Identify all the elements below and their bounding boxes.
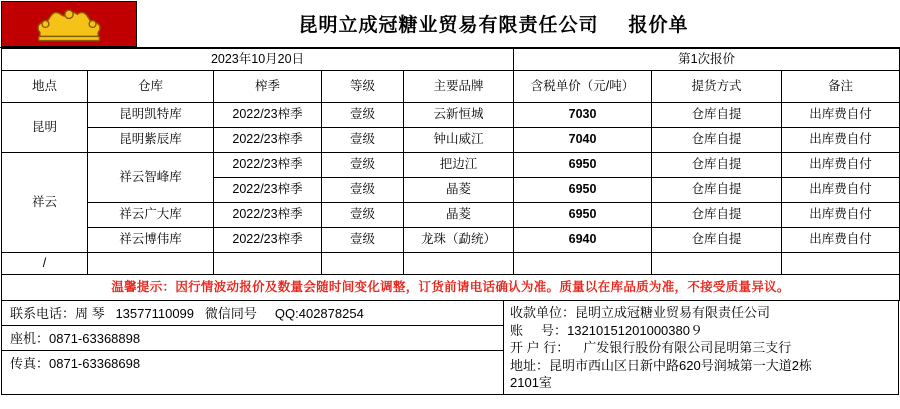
bank-payee: [510, 304, 892, 322]
cell-warehouse: 祥云广大库: [88, 203, 214, 228]
cell-delivery: 仓库自提: [652, 103, 782, 128]
cell-empty: [514, 253, 652, 275]
cell-price: 6940: [514, 228, 652, 253]
cell-grade: 壹级: [322, 203, 404, 228]
cell-season: 2022/23榨季: [214, 228, 322, 253]
cell-price: 7030: [514, 103, 652, 128]
cell-grade: 壹级: [322, 103, 404, 128]
cell-warehouse: 祥云博伟库: [88, 228, 214, 253]
col-header-remark: 备注: [782, 71, 900, 103]
bank-account: [510, 322, 892, 340]
table-header-row: [2, 71, 900, 103]
notice-row: [2, 275, 900, 301]
table-row: [2, 203, 900, 228]
col-header-grade: 等级: [322, 71, 404, 103]
contact-tel: 座机：0871-63368898: [2, 326, 503, 351]
document-footer: [1, 301, 899, 395]
cell-brand: 晶菱: [404, 203, 514, 228]
contact-fax: 传真：0871-63368698: [10, 356, 141, 371]
cell-remark: 出库费自付: [782, 203, 900, 228]
cell-empty: [404, 253, 514, 275]
cell-empty: [88, 253, 214, 275]
bank-account-value: 13210151201000380９: [567, 322, 703, 338]
bank-name-label: 开 户 行：: [510, 340, 570, 355]
cell-season: 2022/23榨季: [214, 153, 322, 178]
cell-empty: [214, 253, 322, 275]
bank-account-label: 账 号：: [510, 322, 568, 338]
cell-warehouse: 祥云智峰库: [88, 153, 214, 203]
cell-price: 6950: [514, 203, 652, 228]
cell-season: 2022/23榨季: [214, 128, 322, 153]
cell-delivery: 仓库自提: [652, 128, 782, 153]
quote-revision: 第1次报价: [514, 49, 900, 71]
cell-warehouse: 昆明紫辰库: [88, 128, 214, 153]
cell-brand: 龙珠（勐统）: [404, 228, 514, 253]
cell-delivery: 仓库自提: [652, 203, 782, 228]
cell-remark: 出库费自付: [782, 103, 900, 128]
col-header-warehouse: 仓库: [88, 71, 214, 103]
col-header-region: 地点: [2, 71, 88, 103]
meta-row: [2, 49, 900, 71]
cell-price: 7040: [514, 128, 652, 153]
cell-empty-marker: /: [2, 253, 88, 275]
bank-payee-value: 昆明立成冠糖业贸易有限责任公司: [575, 305, 771, 320]
cell-grade: 壹级: [322, 128, 404, 153]
quote-date: 2023年10月20日: [2, 49, 514, 71]
table-row-empty: [2, 253, 900, 275]
cell-brand: 晶菱: [404, 178, 514, 203]
bank-payee-label: 收款单位：: [510, 305, 576, 320]
crown-logo-icon: [34, 6, 104, 42]
cell-remark: 出库费自付: [782, 153, 900, 178]
cell-price: 6950: [514, 178, 652, 203]
company-logo: [1, 1, 137, 47]
cell-delivery: 仓库自提: [652, 178, 782, 203]
bank-name: [510, 339, 892, 357]
price-table: [1, 48, 900, 301]
cell-empty: [322, 253, 404, 275]
table-row: [2, 228, 900, 253]
cell-remark: 出库费自付: [782, 228, 900, 253]
bank-address: [510, 357, 892, 375]
cell-grade: 壹级: [322, 153, 404, 178]
cell-region: 祥云: [2, 153, 88, 253]
cell-remark: 出库费自付: [782, 178, 900, 203]
cell-delivery: 仓库自提: [652, 228, 782, 253]
cell-season: 2022/23榨季: [214, 103, 322, 128]
cell-price: 6950: [514, 153, 652, 178]
document-header: [0, 0, 900, 48]
col-header-season: 榨季: [214, 71, 322, 103]
cell-region: 昆明: [2, 103, 88, 153]
cell-brand: 把边江: [404, 153, 514, 178]
contact-phone: 联系电话：周 琴 13577110099 微信同号 QQ:402878254: [2, 301, 503, 326]
table-row: [2, 153, 900, 178]
col-header-price: 含税单价（元/吨）: [514, 71, 652, 103]
cell-grade: 壹级: [322, 178, 404, 203]
bank-name-value: 广发银行股份有限公司昆明第三支行: [583, 340, 792, 355]
cell-warehouse: 昆明凯特库: [88, 103, 214, 128]
cell-grade: 壹级: [322, 228, 404, 253]
cell-brand: 钟山威江: [404, 128, 514, 153]
document-type: 报价单: [628, 15, 689, 36]
cell-season: 2022/23榨季: [214, 178, 322, 203]
bank-address-label: 地址：: [510, 357, 550, 373]
contact-block: [2, 301, 504, 394]
page-title: [137, 10, 900, 37]
cell-delivery: 仓库自提: [652, 153, 782, 178]
cell-empty: [652, 253, 782, 275]
cell-season: 2022/23榨季: [214, 203, 322, 228]
cell-brand: 云新恒城: [404, 103, 514, 128]
col-header-brand: 主要品牌: [404, 71, 514, 103]
table-row: [2, 128, 900, 153]
cell-remark: 出库费自付: [782, 128, 900, 153]
bank-address-cont: 2101室: [510, 375, 552, 390]
bank-address-value: 昆明市西山区日新中路620号润城第一大道2栋: [549, 357, 812, 373]
notice-text: 温馨提示：因行情波动报价及数量会随时间变化调整，订货前请电话确认为准。质量以在库品质为准，不接受质量异议。: [2, 275, 900, 301]
col-header-delivery: 提货方式: [652, 71, 782, 103]
bank-block: [504, 301, 898, 394]
company-name: 昆明立成冠糖业贸易有限责任公司: [298, 15, 599, 36]
table-row: [2, 103, 900, 128]
cell-empty: [782, 253, 900, 275]
